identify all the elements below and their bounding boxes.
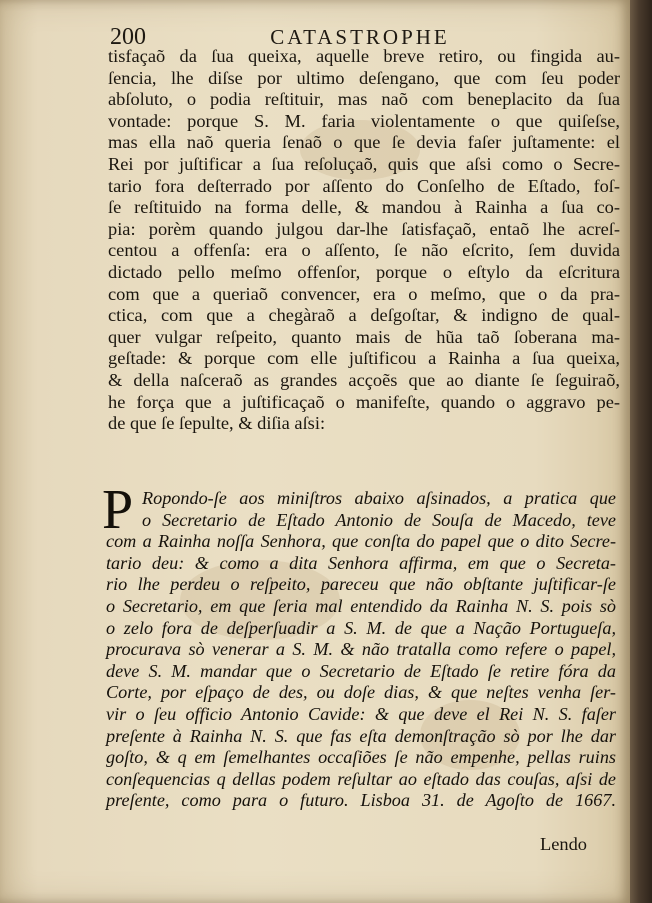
body-line: tario fora deſterrado por aſſento do Conſelho de Eſtado, foſ- xyxy=(108,175,620,196)
quote-line: goſto, & q em ſemelhantes occaſiões ſe não empenhe, pellas ruins xyxy=(106,747,616,768)
book-binding-edge xyxy=(630,0,652,903)
body-line: tisfaçaõ da ſua queixa, aquelle breve retiro, ou fingida au- xyxy=(108,46,620,66)
body-line: & della naſceraõ as grandes acçoẽs que ao diante ſe ſeguiraõ, xyxy=(108,369,620,390)
quote-line: o Secretario de Eſtado Antonio de Souſa de Macedo, teve xyxy=(142,509,616,530)
body-line: Rei por juſtificar a ſua reſoluçaõ, quis que aſsi como o Secre- xyxy=(108,153,620,174)
body-line: vontade: porque S. M. faria violentamente o que quiſeſse, xyxy=(108,110,620,131)
body-line: pia: porèm quando julgou dar-lhe ſatisfaçaõ, entaõ lhe acreſ- xyxy=(108,218,620,239)
body-line: com que a queriaõ convencer, era o meſmo, que o da pra- xyxy=(108,283,620,304)
body-line: he força que a juſtificaçaõ o manifeſte, quando o aggravo pe- xyxy=(108,391,620,412)
body-line: geſtade: & porque com elle juſtificou a Rainha a ſua queixa, xyxy=(108,348,620,369)
quote-line: procurava sò venerar a S. M. & não tratalla como refere o papel, xyxy=(106,639,616,660)
drop-cap: P xyxy=(102,479,134,541)
quote-line: com a Rainha noſſa Senhora, que conſta do papel que o dito Secre- xyxy=(106,531,616,552)
quote-line: rio lhe perdeu o reſpeito, pareceu que não obſtante juſtificar-ſe xyxy=(106,574,616,595)
quote-line: preſente à Rainha N. S. que fas eſta demonſtração sò por lhe dar xyxy=(106,725,616,746)
body-line: ſe reſtituido na forma delle, & mandou à Rainha a ſua co- xyxy=(108,197,620,218)
quote-line: o Secretario, em que ſeria mal entendido da Rainha N. S. pois sò xyxy=(106,595,616,616)
quote-line: deve S. M. mandar que o Secretario de Eſtado ſe retire fóra da xyxy=(106,660,616,681)
body-line: mas ella naõ queria ſenaõ o que ſe devia faſer juſtamente: el xyxy=(108,132,620,153)
quote-line: vir o ſeu officio Antonio Cavide: & que deve el Rei N. S. faſer xyxy=(106,703,616,724)
quote-line: Corte, por eſpaço de des, ou doſe dias, & que neſtes venha ſer- xyxy=(106,682,616,703)
body-line: ctica, com que a chegàraõ a deſgoſtar, & indigno de qual- xyxy=(108,305,620,326)
body-line: quer vulgar reſpeito, quanto mais de hũa taõ ſoberana ma- xyxy=(108,326,620,347)
quote-line: o zelo fora de deſperſuadir a S. M. de que a Nação Portugueſa, xyxy=(106,617,616,638)
body-text xyxy=(108,46,620,435)
body-line: ſencia, lhe diſse por ultimo deſengano, que com ſeu poder xyxy=(108,67,620,88)
running-head: CATASTROPHE xyxy=(270,25,450,49)
quote-line: tario deu: & como a dita Senhora affirma, em que o Secreta- xyxy=(106,552,616,573)
quote-line: conſequencias q dellas podem reſultar ao eſtado das couſas, aſsi de xyxy=(106,768,616,789)
body-line: abſoluto, o podia reſtituir, mas naõ com beneplacito da ſua xyxy=(108,89,620,110)
body-line: de que ſe ſepulte, & diſia aſsi: xyxy=(108,413,326,434)
quote-line: preſente, como para o futuro. Lisboa 31. de Agoſto de 1667. xyxy=(106,790,616,811)
page-number: 200 xyxy=(110,24,146,50)
body-line: centou a offenſa: era o aſſento, ſe não eſcrito, ſem duvida xyxy=(108,240,620,261)
quote-line: Ropondo-ſe aos miniſtros abaixo aſsinados, a pratica que xyxy=(142,488,616,508)
catchword: Lendo xyxy=(540,834,587,854)
body-line: dictado pello meſmo offenſor, porque o eſtylo da eſcritura xyxy=(108,261,620,282)
quoted-document xyxy=(106,488,616,812)
